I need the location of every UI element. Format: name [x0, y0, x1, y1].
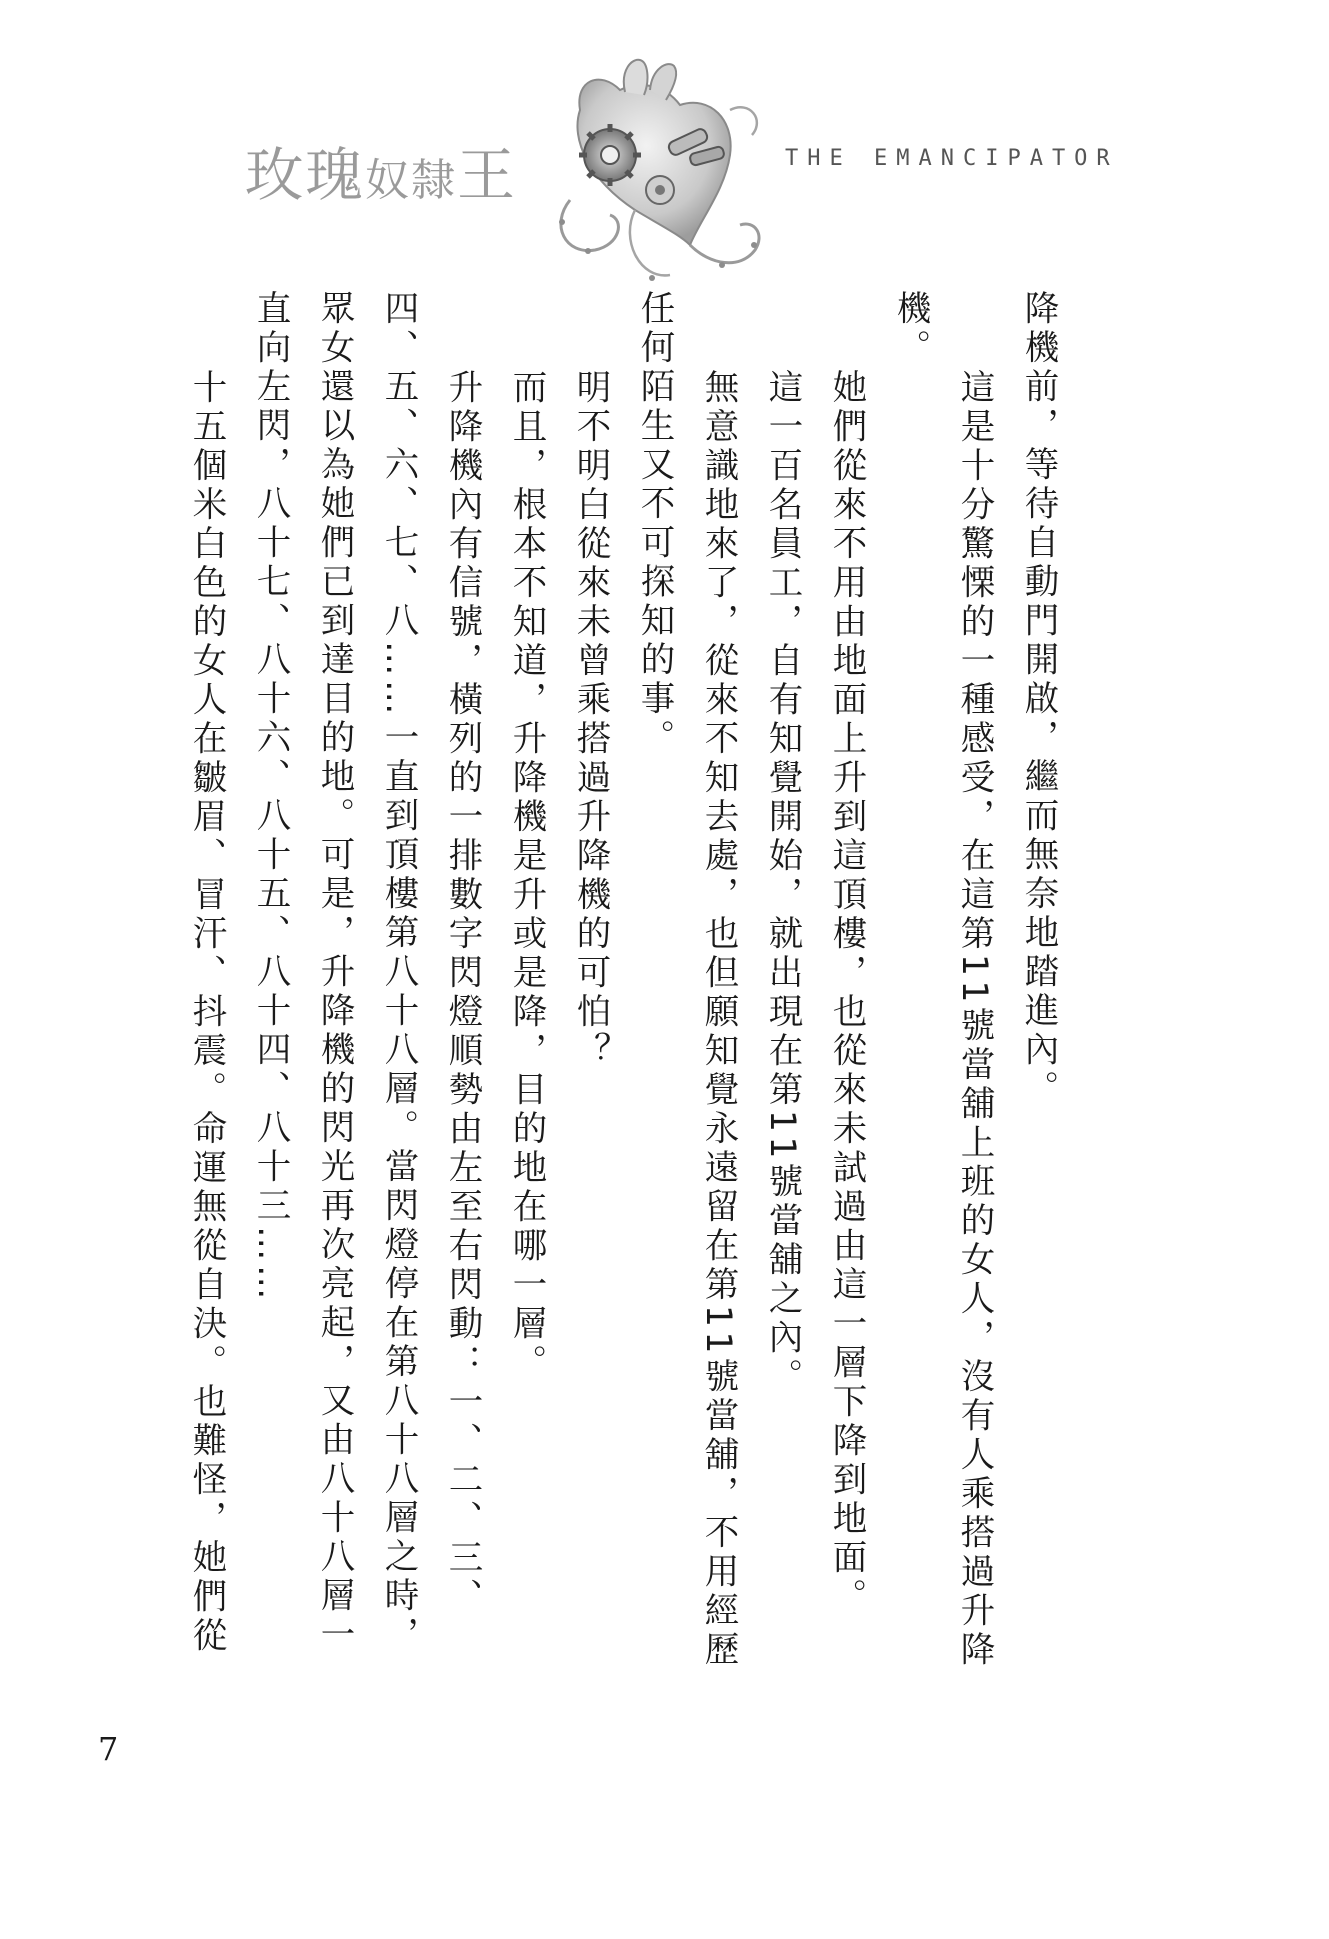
paragraph: 而且，根本不知道，升降機是升或是降，目的地在哪一層。 — [506, 369, 546, 1384]
paragraph: 她們從來不用由地面上升到這頂樓，也從來未試過由這一層下降到地面。 — [826, 369, 866, 1618]
vertical-body-text — [186, 290, 1070, 1680]
series-title — [245, 128, 517, 212]
paragraph: 降機前，等待自動門開啟，繼而無奈地踏進內。 — [1018, 290, 1058, 1109]
english-title: THE EMANCIPATOR — [785, 146, 1119, 171]
paragraph: 升降機內有信號，橫列的一排數字閃燈順勢由左至右閃動：一、二、三、四、五、六、七、八……一直到頂樓第八十八層。當閃燈停在第八十八層之時，眾女還以為她們已到達目的地。可是，升降機的閃光再次亮起，又由八十八層一直向左閃，八十七、八十六、八十五、八十四、八十三…… — [250, 290, 482, 1655]
page-header — [0, 0, 1329, 290]
paragraph: 十五個米白色的女人在皺眉、冒汗、抖震。命運無從自決。也難怪，她們從 — [186, 369, 226, 1657]
mechanical-heart-icon — [540, 50, 770, 290]
paragraph: 這一百名員工，自有知覺開始，就出現在第11號當舖之內。 — [762, 369, 802, 1398]
page-number: 7 — [98, 1730, 119, 1768]
paragraph: 無意識地來了，從來不知去處，也但願知覺永遠留在第11號當舖，不用經歷任何陌生又不可探知的事。 — [634, 290, 738, 1671]
series-title-sub: 奴隸 — [365, 155, 458, 206]
series-title-main: 玫瑰 — [245, 141, 366, 209]
series-title-end: 王 — [457, 141, 518, 209]
paragraph: 明不明白從來未曾乘搭過升降機的可怕？ — [570, 369, 610, 1072]
paragraph: 這是十分驚慄的一種感受，在這第11號當舖上班的女人，沒有人乘搭過升降機。 — [890, 290, 994, 1671]
